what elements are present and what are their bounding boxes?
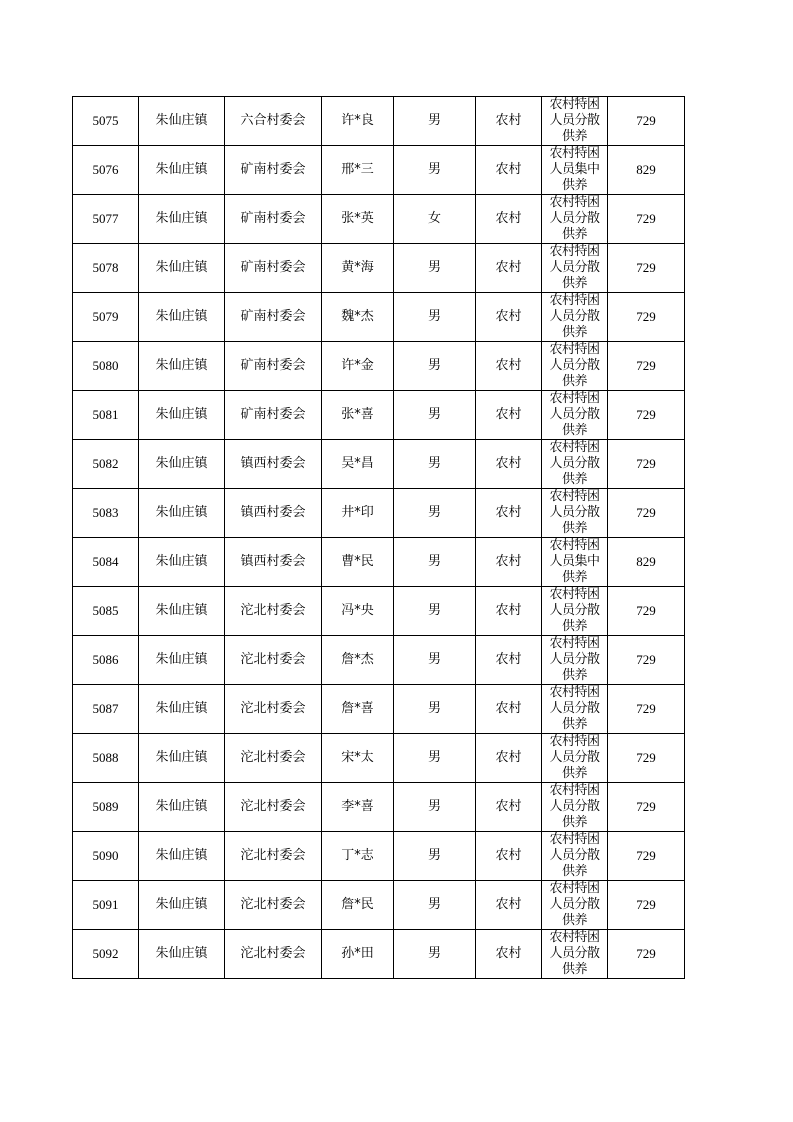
support-category-cell [542, 685, 608, 734]
support-category-text: 农村特困人员分散供养 [549, 342, 600, 389]
village-committee-cell: 矿南村委会 [225, 293, 322, 342]
amount-cell: 829 [608, 538, 685, 587]
amount-cell: 729 [608, 97, 685, 146]
support-category-cell [542, 146, 608, 195]
village-committee-cell: 沱北村委会 [225, 881, 322, 930]
table-row [73, 195, 685, 244]
town-cell: 朱仙庄镇 [139, 734, 225, 783]
table-row [73, 930, 685, 979]
table-row [73, 489, 685, 538]
person-name-cell: 黄*海 [322, 244, 394, 293]
gender-cell: 男 [394, 832, 476, 881]
record-id-cell: 5091 [73, 881, 139, 930]
table-row [73, 685, 685, 734]
table-row [73, 440, 685, 489]
gender-cell: 男 [394, 146, 476, 195]
record-id-cell: 5090 [73, 832, 139, 881]
town-cell: 朱仙庄镇 [139, 783, 225, 832]
village-committee-cell: 沱北村委会 [225, 930, 322, 979]
support-category-cell [542, 391, 608, 440]
record-id-cell: 5092 [73, 930, 139, 979]
support-category-cell [542, 342, 608, 391]
table-row [73, 832, 685, 881]
support-category-text: 农村特困人员分散供养 [549, 930, 600, 977]
record-id-cell: 5081 [73, 391, 139, 440]
gender-cell: 男 [394, 244, 476, 293]
record-id-cell: 5079 [73, 293, 139, 342]
table-row [73, 734, 685, 783]
record-id-cell: 5077 [73, 195, 139, 244]
gender-cell: 男 [394, 538, 476, 587]
village-committee-cell: 矿南村委会 [225, 146, 322, 195]
village-committee-cell: 镇西村委会 [225, 538, 322, 587]
amount-cell: 729 [608, 881, 685, 930]
town-cell: 朱仙庄镇 [139, 930, 225, 979]
support-category-text: 农村特困人员分散供养 [549, 685, 600, 732]
village-committee-cell: 沱北村委会 [225, 685, 322, 734]
gender-cell: 男 [394, 587, 476, 636]
gender-cell: 男 [394, 489, 476, 538]
table-row [73, 587, 685, 636]
village-committee-cell: 矿南村委会 [225, 342, 322, 391]
gender-cell: 男 [394, 293, 476, 342]
gender-cell: 男 [394, 930, 476, 979]
town-cell: 朱仙庄镇 [139, 587, 225, 636]
record-id-cell: 5088 [73, 734, 139, 783]
area-type-cell: 农村 [476, 538, 542, 587]
support-category-text: 农村特困人员分散供养 [549, 783, 600, 830]
table-row [73, 293, 685, 342]
area-type-cell: 农村 [476, 734, 542, 783]
gender-cell: 男 [394, 97, 476, 146]
village-committee-cell: 镇西村委会 [225, 489, 322, 538]
town-cell: 朱仙庄镇 [139, 195, 225, 244]
amount-cell: 729 [608, 587, 685, 636]
village-committee-cell: 矿南村委会 [225, 195, 322, 244]
area-type-cell: 农村 [476, 195, 542, 244]
person-name-cell: 吴*昌 [322, 440, 394, 489]
amount-cell: 729 [608, 244, 685, 293]
record-id-cell: 5086 [73, 636, 139, 685]
area-type-cell: 农村 [476, 783, 542, 832]
town-cell: 朱仙庄镇 [139, 244, 225, 293]
area-type-cell: 农村 [476, 244, 542, 293]
support-category-text: 农村特困人员分散供养 [549, 293, 600, 340]
support-category-cell [542, 587, 608, 636]
support-category-cell [542, 734, 608, 783]
town-cell: 朱仙庄镇 [139, 97, 225, 146]
amount-cell: 729 [608, 342, 685, 391]
gender-cell: 男 [394, 783, 476, 832]
record-id-cell: 5080 [73, 342, 139, 391]
person-name-cell: 许*良 [322, 97, 394, 146]
town-cell: 朱仙庄镇 [139, 832, 225, 881]
town-cell: 朱仙庄镇 [139, 538, 225, 587]
town-cell: 朱仙庄镇 [139, 146, 225, 195]
amount-cell: 729 [608, 636, 685, 685]
person-name-cell: 魏*杰 [322, 293, 394, 342]
record-id-cell: 5078 [73, 244, 139, 293]
record-id-cell: 5076 [73, 146, 139, 195]
village-committee-cell: 矿南村委会 [225, 244, 322, 293]
support-category-text: 农村特困人员集中供养 [549, 538, 600, 585]
gender-cell: 男 [394, 881, 476, 930]
amount-cell: 729 [608, 734, 685, 783]
support-category-cell [542, 538, 608, 587]
support-category-cell [542, 293, 608, 342]
village-committee-cell: 沱北村委会 [225, 734, 322, 783]
support-category-cell [542, 930, 608, 979]
table-row [73, 391, 685, 440]
amount-cell: 729 [608, 783, 685, 832]
amount-cell: 729 [608, 930, 685, 979]
person-name-cell: 詹*民 [322, 881, 394, 930]
support-category-text: 农村特困人员分散供养 [549, 832, 600, 879]
area-type-cell: 农村 [476, 97, 542, 146]
record-id-cell: 5089 [73, 783, 139, 832]
area-type-cell: 农村 [476, 930, 542, 979]
gender-cell: 男 [394, 636, 476, 685]
town-cell: 朱仙庄镇 [139, 293, 225, 342]
support-category-cell [542, 97, 608, 146]
town-cell: 朱仙庄镇 [139, 685, 225, 734]
support-category-text: 农村特困人员分散供养 [549, 391, 600, 438]
support-category-cell [542, 440, 608, 489]
gender-cell: 男 [394, 685, 476, 734]
support-category-text: 农村特困人员分散供养 [549, 195, 600, 242]
village-committee-cell: 沱北村委会 [225, 636, 322, 685]
person-name-cell: 丁*志 [322, 832, 394, 881]
person-name-cell: 宋*太 [322, 734, 394, 783]
gender-cell: 男 [394, 440, 476, 489]
table-row [73, 881, 685, 930]
support-category-text: 农村特困人员分散供养 [549, 636, 600, 683]
support-category-cell [542, 636, 608, 685]
amount-cell: 729 [608, 832, 685, 881]
village-committee-cell: 六合村委会 [225, 97, 322, 146]
support-category-text: 农村特困人员分散供养 [549, 97, 600, 144]
area-type-cell: 农村 [476, 685, 542, 734]
support-category-cell [542, 881, 608, 930]
gender-cell: 男 [394, 342, 476, 391]
table-row [73, 146, 685, 195]
record-id-cell: 5087 [73, 685, 139, 734]
support-category-cell [542, 244, 608, 293]
area-type-cell: 农村 [476, 146, 542, 195]
support-category-text: 农村特困人员分散供养 [549, 734, 600, 781]
area-type-cell: 农村 [476, 293, 542, 342]
gender-cell: 男 [394, 391, 476, 440]
person-name-cell: 许*金 [322, 342, 394, 391]
amount-cell: 729 [608, 195, 685, 244]
person-name-cell: 井*印 [322, 489, 394, 538]
amount-cell: 729 [608, 685, 685, 734]
person-name-cell: 冯*央 [322, 587, 394, 636]
area-type-cell: 农村 [476, 440, 542, 489]
amount-cell: 729 [608, 391, 685, 440]
amount-cell: 729 [608, 293, 685, 342]
table-row [73, 783, 685, 832]
area-type-cell: 农村 [476, 489, 542, 538]
area-type-cell: 农村 [476, 636, 542, 685]
village-committee-cell: 沱北村委会 [225, 832, 322, 881]
town-cell: 朱仙庄镇 [139, 440, 225, 489]
record-id-cell: 5083 [73, 489, 139, 538]
gender-cell: 男 [394, 734, 476, 783]
support-category-text: 农村特困人员集中供养 [549, 146, 600, 193]
support-category-text: 农村特困人员分散供养 [549, 489, 600, 536]
area-type-cell: 农村 [476, 587, 542, 636]
record-id-cell: 5085 [73, 587, 139, 636]
town-cell: 朱仙庄镇 [139, 636, 225, 685]
person-name-cell: 邢*三 [322, 146, 394, 195]
table-row [73, 342, 685, 391]
village-committee-cell: 沱北村委会 [225, 783, 322, 832]
person-name-cell: 詹*杰 [322, 636, 394, 685]
amount-cell: 729 [608, 489, 685, 538]
amount-cell: 829 [608, 146, 685, 195]
support-category-text: 农村特困人员分散供养 [549, 587, 600, 634]
support-category-text: 农村特困人员分散供养 [549, 440, 600, 487]
area-type-cell: 农村 [476, 342, 542, 391]
town-cell: 朱仙庄镇 [139, 881, 225, 930]
village-committee-cell: 沱北村委会 [225, 587, 322, 636]
town-cell: 朱仙庄镇 [139, 391, 225, 440]
area-type-cell: 农村 [476, 881, 542, 930]
table-row [73, 97, 685, 146]
support-category-text: 农村特困人员分散供养 [549, 244, 600, 291]
person-name-cell: 孙*田 [322, 930, 394, 979]
area-type-cell: 农村 [476, 391, 542, 440]
amount-cell: 729 [608, 440, 685, 489]
town-cell: 朱仙庄镇 [139, 342, 225, 391]
person-name-cell: 李*喜 [322, 783, 394, 832]
area-type-cell: 农村 [476, 832, 542, 881]
person-name-cell: 张*英 [322, 195, 394, 244]
table-row [73, 538, 685, 587]
support-category-cell [542, 783, 608, 832]
gender-cell: 女 [394, 195, 476, 244]
support-category-text: 农村特困人员分散供养 [549, 881, 600, 928]
table-row [73, 244, 685, 293]
support-category-cell [542, 195, 608, 244]
person-name-cell: 詹*喜 [322, 685, 394, 734]
support-category-cell [542, 832, 608, 881]
village-committee-cell: 矿南村委会 [225, 391, 322, 440]
support-category-cell [542, 489, 608, 538]
table-row [73, 636, 685, 685]
town-cell: 朱仙庄镇 [139, 489, 225, 538]
record-id-cell: 5084 [73, 538, 139, 587]
village-committee-cell: 镇西村委会 [225, 440, 322, 489]
table-body [73, 97, 685, 979]
person-name-cell: 张*喜 [322, 391, 394, 440]
record-id-cell: 5075 [73, 97, 139, 146]
record-id-cell: 5082 [73, 440, 139, 489]
beneficiary-table [72, 96, 685, 979]
person-name-cell: 曹*民 [322, 538, 394, 587]
